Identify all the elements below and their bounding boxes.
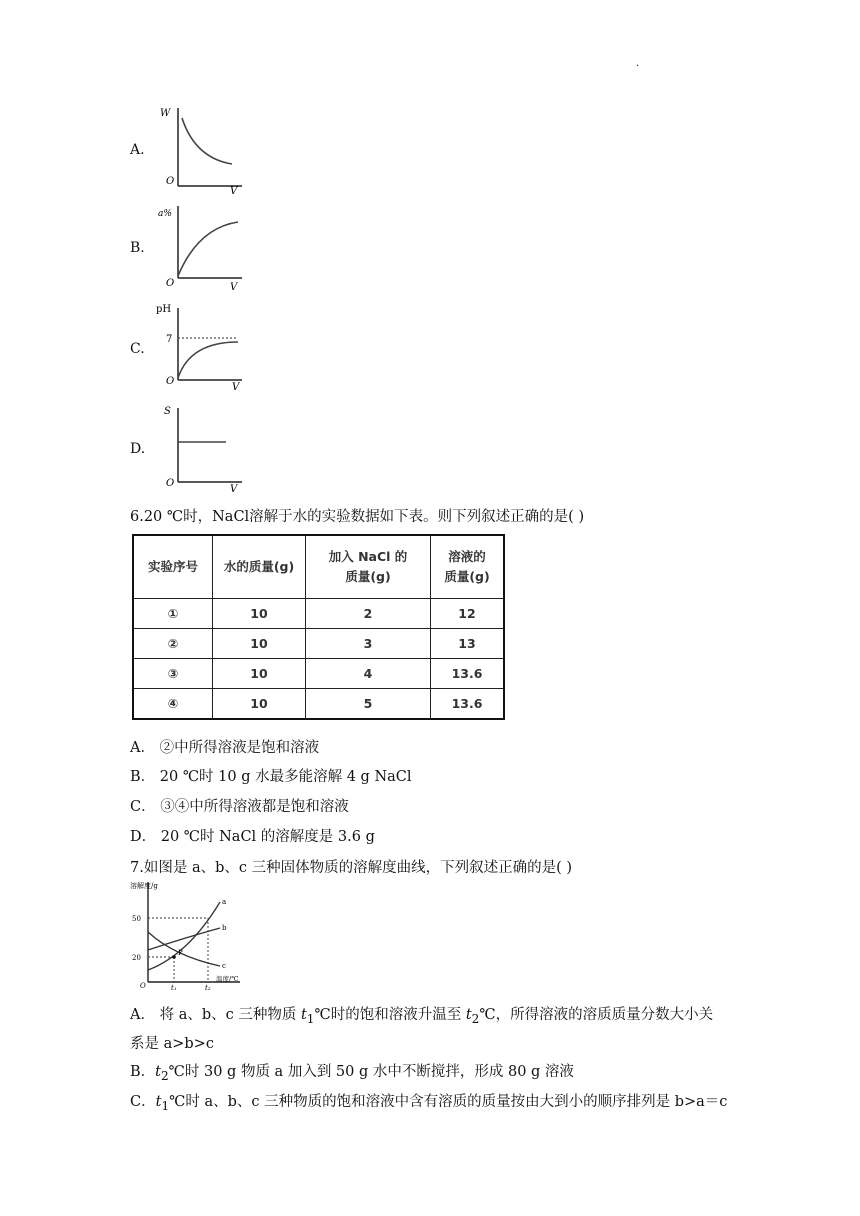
- x-tick-t2: t₂: [205, 984, 211, 990]
- curve-b-label: b: [222, 924, 227, 932]
- curve-a-label: a: [222, 898, 227, 906]
- q7-answer-a-line1: A． 将 a、b、c 三种物质 $t_1℃$时的饱和溶液升温至 $t_2℃$，所得溶液的溶质质量分数大小关: [130, 1007, 714, 1026]
- graph-a-origin: O: [166, 176, 175, 187]
- q6-answer-a: A． ②中所得溶液是饱和溶液: [130, 740, 320, 756]
- table-header: 水的质量(g): [213, 535, 306, 599]
- solubility-origin: O: [140, 982, 146, 990]
- option-d-label: D.: [130, 441, 146, 457]
- curve-c-label: c: [222, 962, 226, 970]
- graph-b-x-label: V: [230, 282, 238, 293]
- graph-d-y-label: S: [164, 406, 171, 417]
- q6-answer-b: B． 20 ℃时 10 g 水最多能溶解 4 g NaCl: [130, 769, 412, 785]
- solubility-x-label: 温度/℃: [216, 975, 239, 983]
- graph-c-x-label: V: [232, 382, 240, 393]
- point-p-label: P: [178, 949, 183, 957]
- graph-a-x-label: V: [230, 186, 238, 195]
- table-row: ④ 10 5 13.6: [133, 689, 504, 720]
- y-tick-20: 20: [132, 954, 141, 962]
- curve-c: [148, 932, 220, 966]
- question-7-stem: 7.如图是 a、b、c 三种固体物质的溶解度曲线，下列叙述正确的是( ): [130, 860, 573, 876]
- point-p: [172, 955, 176, 959]
- table-header: 实验序号: [133, 535, 213, 599]
- option-a-label: A.: [130, 142, 145, 158]
- graph-d-x-label: V: [230, 484, 238, 495]
- graph-b-y-label: a%: [158, 209, 172, 219]
- q7-answer-b: B．$t_2℃$时 30 g 物质 a 加入到 50 g 水中不断搅拌，形成 80 g 溶液: [130, 1064, 574, 1083]
- solubility-graph: [128, 880, 248, 990]
- graph-a-y-label: W: [160, 108, 171, 119]
- graph-c-y-label: pH: [156, 304, 172, 315]
- nacl-data-table: [132, 534, 505, 720]
- graph-b: [150, 200, 250, 295]
- table-header: 加入 NaCl 的 质量(g): [306, 535, 431, 599]
- graph-b-origin: O: [166, 278, 175, 289]
- graph-c-origin: O: [166, 376, 175, 387]
- graph-c: [150, 298, 250, 393]
- graph-c-level: 7: [166, 334, 173, 345]
- graph-a: [150, 100, 250, 195]
- table-header-row: [133, 535, 504, 599]
- graph-d: [150, 400, 250, 495]
- table-row: ② 10 3 13: [133, 629, 504, 659]
- q6-answer-c: C． ③④中所得溶液都是饱和溶液: [130, 799, 349, 815]
- curve-a: [148, 902, 220, 970]
- q7-answer-c: C．$t_1℃$时 a、b、c 三种物质的饱和溶液中含有溶质的质量按由大到小的顺序排列是 b>a＝c: [130, 1094, 728, 1113]
- q6-answer-d: D． 20 ℃时 NaCl 的溶解度是 3.6 g: [130, 829, 375, 845]
- solubility-y-label: 溶解度/g: [130, 882, 158, 890]
- q7-answer-a-line2: 系是 a>b>c: [130, 1036, 214, 1052]
- x-tick-t1: t₁: [171, 984, 177, 990]
- table-row: ① 10 2 12: [133, 599, 504, 629]
- option-c-label: C.: [130, 341, 145, 357]
- page-dot: .: [636, 58, 640, 69]
- question-6-stem: 6.20 ℃时，NaCl溶解于水的实验数据如下表。则下列叙述正确的是( ): [130, 509, 585, 525]
- option-b-label: B.: [130, 240, 145, 256]
- table-row: ③ 10 4 13.6: [133, 659, 504, 689]
- graph-d-origin: O: [166, 478, 175, 489]
- y-tick-50: 50: [132, 915, 141, 923]
- table-header: 溶液的 质量(g): [431, 535, 505, 599]
